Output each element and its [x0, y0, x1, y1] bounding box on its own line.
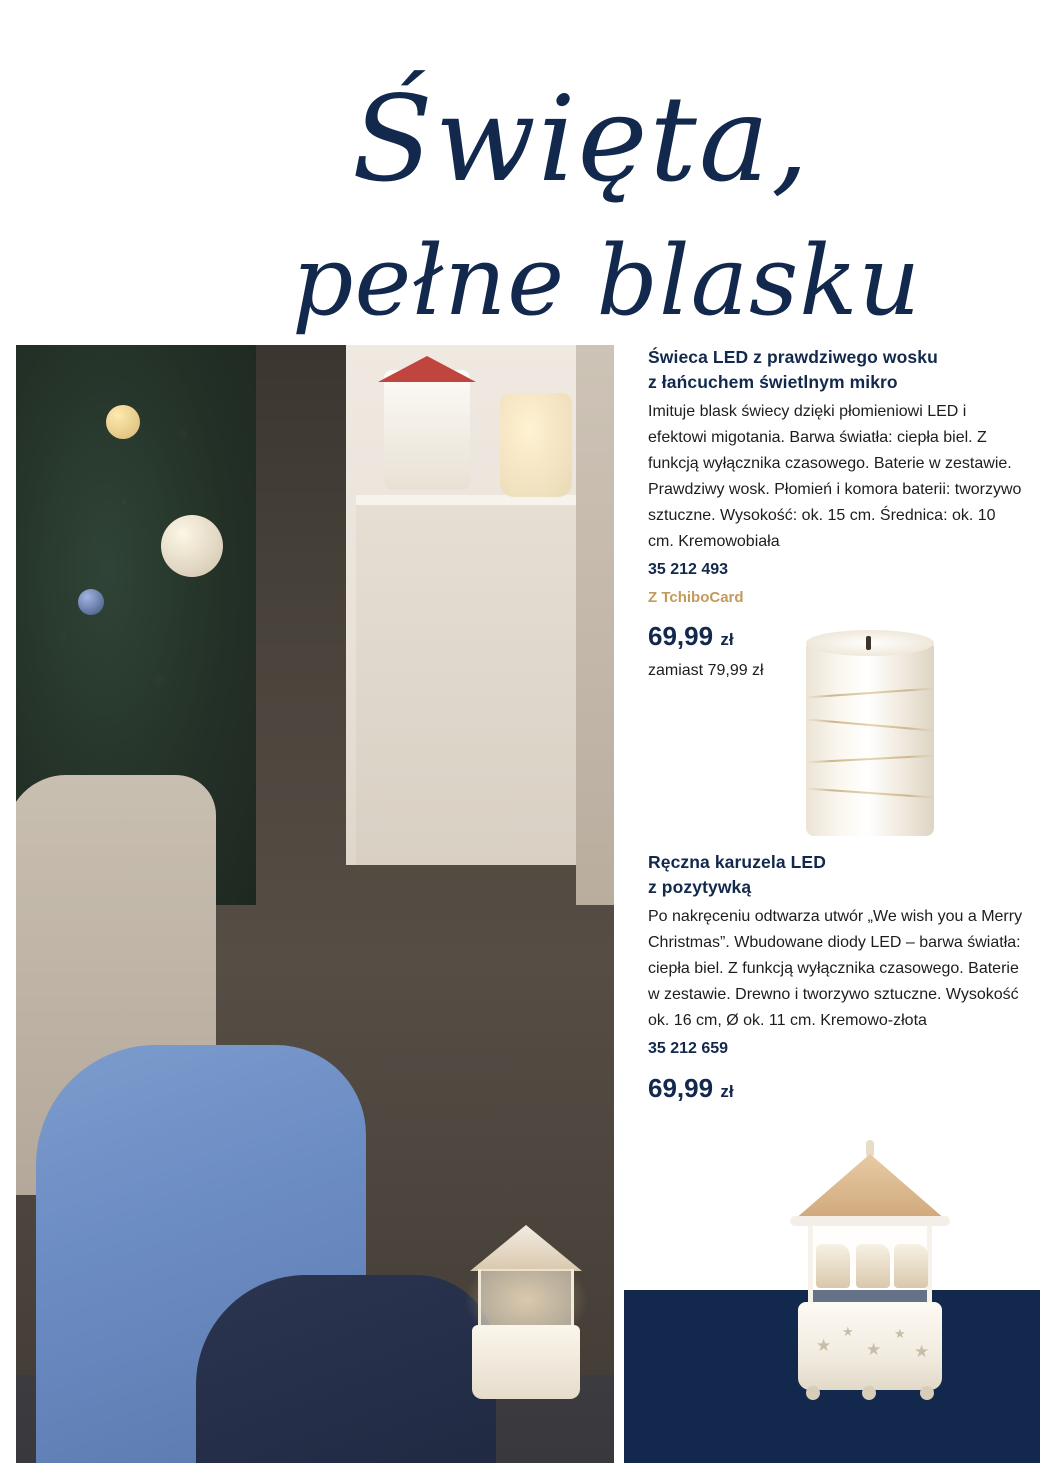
carousel-horse: [856, 1244, 890, 1288]
price-currency-carousel: zł: [720, 1082, 734, 1101]
carousel-base: [798, 1302, 942, 1390]
price-value-candle: 69,99: [648, 621, 714, 651]
product-description-carousel: Po nakręceniu odtwarza utwór „We wish you a Merry Christmas”. Wbudowane diody LED – barwa światła: ciepła biel. Z funkcją wyłącznika czasowego. Baterie w zestawie. Drewno i tworzywo sztuczne. Wysokość ok. 16 cm, Ø ok. 11 cm. Kremowo-złota: [648, 908, 1023, 1029]
product-title-candle-line1: Świeca LED z prawdziwego wosku: [648, 347, 938, 367]
lantern-decoration-on-sill: [500, 393, 572, 497]
held-carousel-product: [456, 1225, 596, 1415]
candle-wick: [866, 636, 871, 650]
product-title-candle: [648, 345, 1024, 395]
carousel-foot: [862, 1386, 876, 1400]
product-description-candle: Imituje blask świecy dzięki płomieniowi LED i efektowi migotania. Barwa światła: ciepła biel. Z funkcją wyłącznika czasowego. Baterie w zestawie. Prawdziwy wosk. Płomień i komora baterii: tworzywo sztuczne. Wysokość: ok. 15 cm. Średnica: ok. 10 cm. Kremowobiała: [648, 403, 1022, 550]
wall-right: [576, 345, 614, 905]
page-headline: [0, 40, 1040, 340]
child-figure: [196, 1275, 496, 1463]
product-title-candle-line2: z łańcuchem świetlnym mikro: [648, 372, 898, 392]
carousel-horse: [894, 1244, 928, 1288]
star-cutout-icon: ★: [842, 1324, 854, 1339]
star-cutout-icon: ★: [894, 1326, 906, 1341]
bauble-blue: [78, 589, 104, 615]
candle-body: [806, 638, 934, 836]
lifestyle-photo: [16, 345, 614, 1463]
product-title-carousel-line1: Ręczna karuzela LED: [648, 852, 826, 872]
bauble-large: [161, 515, 223, 577]
carousel-base: [472, 1325, 580, 1399]
star-cutout-icon: ★: [816, 1336, 832, 1355]
product-old-price-candle: zamiast 79,99 zł: [648, 662, 764, 679]
bauble-gold: [106, 405, 140, 439]
carousel-body: [478, 1269, 574, 1327]
carousel-foot: [806, 1386, 820, 1400]
carousel-foot: [920, 1386, 934, 1400]
headline-line-2: pełne blasku: [292, 225, 922, 337]
star-cutout-icon: ★: [914, 1342, 930, 1361]
product-price-carousel: [648, 1072, 1024, 1108]
product-code-carousel: 35 212 659: [648, 1040, 729, 1057]
led-carousel-music-box-image: [780, 1140, 960, 1410]
product-block-carousel: [648, 850, 1024, 1108]
carousel-decoration-on-sill: [384, 370, 470, 490]
price-currency-candle: zł: [720, 630, 734, 649]
carousel-horse: [816, 1244, 850, 1288]
tchibocard-note-candle: Z TchiboCard: [648, 589, 744, 606]
price-value-carousel: 69,99: [648, 1073, 714, 1103]
product-code-candle: 35 212 493: [648, 561, 729, 578]
headline-line-1: Święta,: [352, 70, 811, 208]
star-cutout-icon: ★: [866, 1340, 882, 1359]
product-title-carousel-line2: z pozytywką: [648, 877, 752, 897]
carousel-roof: [794, 1154, 946, 1220]
carousel-roof-rim: [790, 1216, 950, 1226]
led-wax-candle-image: [800, 620, 940, 840]
product-title-carousel: [648, 850, 1024, 900]
carousel-roof: [470, 1225, 582, 1271]
